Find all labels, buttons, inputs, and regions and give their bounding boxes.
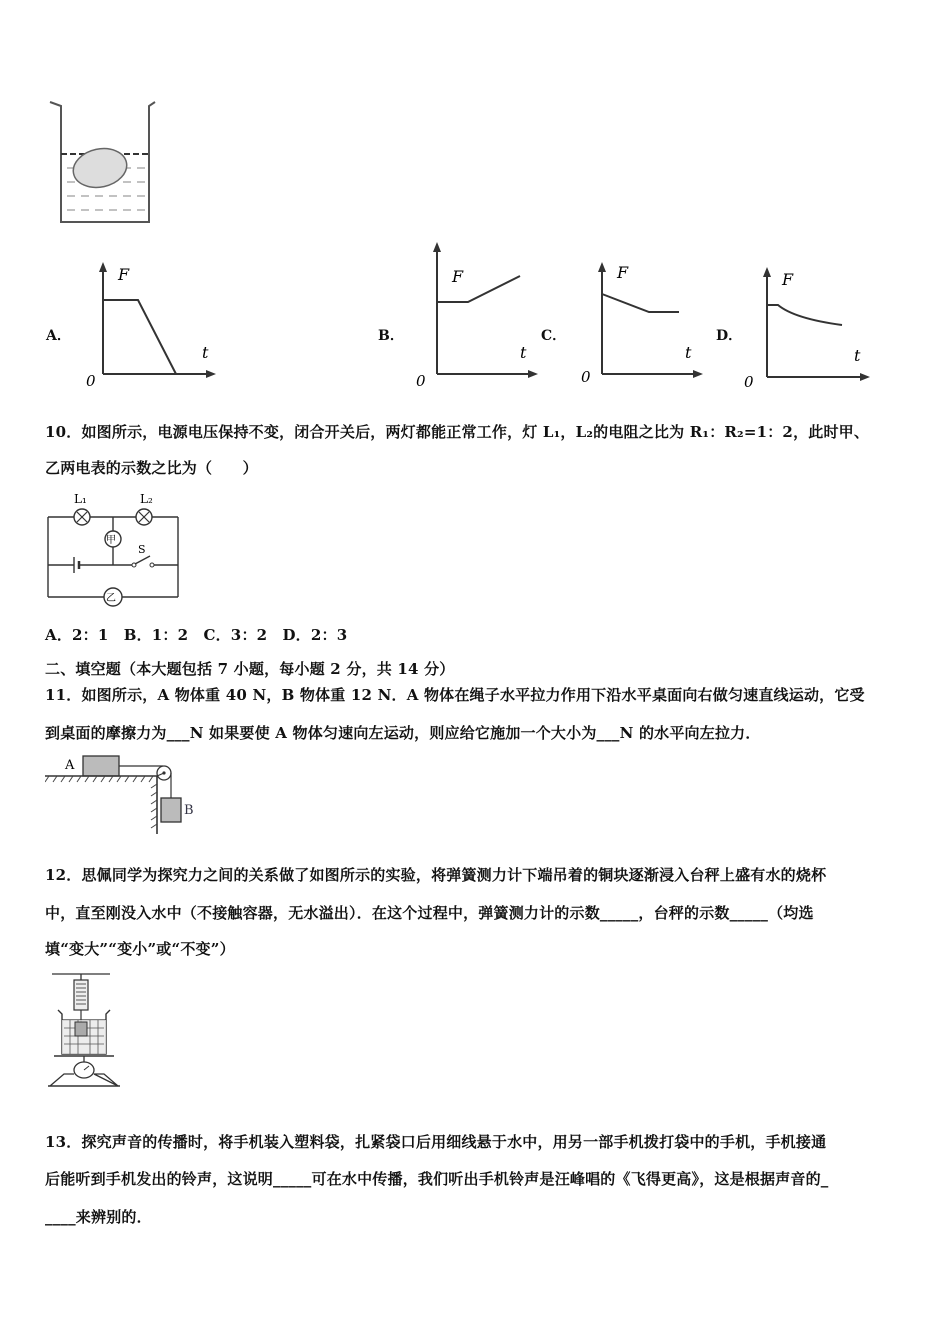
q12-line3: 填“变大”“变小”或“不变”） [45, 940, 235, 958]
q11-line2: 到桌面的摩擦力为___N 如果要使 A 物体匀速向左运动，则应给它施加一个大小为___N 的水平向左拉力． [45, 724, 761, 742]
origin-label: 0 [416, 372, 426, 390]
graph-b [412, 238, 552, 390]
axis-t-label: t [854, 346, 861, 365]
q10-options: A．2：1 B．1：2 C．3：2 D．2：3 [45, 626, 348, 644]
circuit-diagram [40, 485, 190, 610]
pulley-diagram [45, 752, 205, 836]
q12-line2: 中，直至刚没入水中（不接触容器，无水溢出）．在这个过程中，弹簧测力计的示数_____，台秤的示数_____（均选 [45, 904, 814, 922]
block-b-label: B [184, 803, 194, 818]
graph-d [742, 263, 882, 390]
q11-line1: 11．如图所示，A 物体重 40 N，B 物体重 12 N．A 物体在绳子水平拉力作用下沿水平桌面向右做匀速直线运动，它受 [45, 686, 865, 704]
axis-t-label: t [685, 343, 692, 362]
q13-line3: ____来辨别的． [45, 1208, 152, 1226]
block-a-label: A [65, 758, 75, 773]
lamp-l2-label: L₂ [140, 492, 153, 506]
axis-f-label: F [118, 265, 130, 284]
option-c-label: C． [541, 328, 567, 344]
axis-f-label: F [782, 270, 794, 289]
axis-f-label: F [452, 267, 464, 286]
option-a-label: A． [46, 328, 71, 344]
q13-line1: 13．探究声音的传播时，将手机装入塑料袋，扎紧袋口后用细线悬于水中，用另一部手机拨打袋中的手机，手机接通 [45, 1133, 827, 1151]
beaker-figure [45, 98, 165, 230]
lamp-l1-label: L₁ [74, 492, 87, 506]
axis-t-label: t [202, 343, 209, 362]
section-heading: 二、填空题（本大题包括 7 小题，每小题 2 分，共 14 分） [45, 660, 455, 678]
origin-label: 0 [744, 373, 754, 390]
spring-scale-figure [40, 968, 130, 1092]
axis-f-label: F [617, 263, 629, 282]
switch-label: S [138, 543, 146, 556]
meter-yi-label: 乙 [106, 593, 116, 604]
q10-line1: 10．如图所示，电源电压保持不变，闭合开关后，两灯都能正常工作，灯 L₁，L₂的电阻之比为 R₁：R₂=1：2，此时甲、 [45, 423, 870, 441]
axis-t-label: t [520, 343, 527, 362]
option-d-label: D． [716, 328, 743, 344]
meter-jia-label: 甲 [106, 535, 116, 546]
option-b-label: B． [378, 328, 404, 344]
origin-label: 0 [86, 372, 96, 390]
q10-line2: 乙两电表的示数之比为（ ） [45, 459, 258, 477]
graph-a [80, 258, 220, 390]
q13-line2: 后能听到手机发出的铃声，这说明_____可在水中传播，我们听出手机铃声是汪峰唱的《飞得更高》，这是根据声音的_ [45, 1170, 829, 1188]
graph-c [577, 258, 717, 390]
origin-label: 0 [581, 368, 591, 386]
q12-line1: 12．思佩同学为探究力之间的关系做了如图所示的实验，将弹簧测力计下端吊着的铜块逐渐浸入台秤上盛有水的烧杯 [45, 866, 827, 884]
